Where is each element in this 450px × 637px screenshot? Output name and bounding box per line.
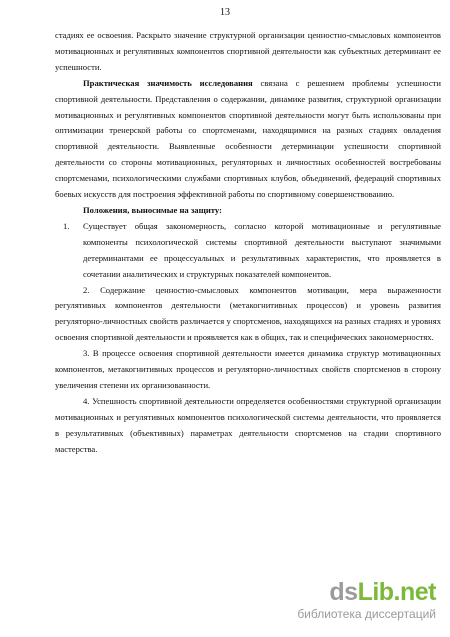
provision-item-2: 2. Содержание ценностно-смысловых компонентов мотивации, мера выраженности регулятивных компонентов деятельности (метакогнитивных процессов) и уровень развития регуляторно-личностных свойств различается у спортсменов, находящихся на разных стадиях и уровнях освоения спортивной деятельности и проявляется как в общих, так и специфических закономерностях.	[55, 284, 441, 343]
page-number: 13	[220, 7, 230, 18]
provision-item-4: 4. Успешность спортивной деятельности определяется особенностями структурной организации мотивационных и регулятивных компонентов психологической системы деятельности, что проявляется в результативных (объективных) параметрах деятельности спортсменов на стадии спортивного мастерства.	[55, 395, 441, 454]
paragraph-continuation: стадиях ее освоения. Раскрыто значение структурной организации ценностно-смысловых компонентов мотивационных и регулятивных компонентов спортивной деятельности как субъектных детерминант ее успешности.	[55, 30, 441, 72]
provision-item-1	[55, 219, 441, 283]
practical-significance-text: связана с решением проблемы успешности спортивной деятельности. Представления о содержании, динамике развития, структурной организации мотивационных и регулятивных компонентов спортивной деятельности могут быть использованы при оптимизации тренерской работы со спортсменами, находящимися на разных стадиях овладения спортивной деятельности. Выявленные особенности детерминации успешности спортивной деятельности со стороны мотивационных, регуляторных и личностных особенностей востребованы спортсменами, психологическими службами спортивных клубов, объединений, федераций спортивных боевых искусств для построения эффективной работы по спортивному совершенствованию.	[55, 77, 441, 200]
watermark-brand-prefix: ds	[329, 578, 358, 606]
paragraph-practical-significance	[55, 76, 441, 203]
practical-significance-heading: Практическая значимость исследования	[83, 77, 253, 88]
watermark-tagline: библиотека диссертаций	[297, 607, 436, 621]
provisions-heading: Положения, выносимые на защиту:	[83, 204, 222, 215]
watermark-logo	[297, 579, 436, 605]
provision-item-1-text: Существует общая закономерность, согласно которой мотивационные и регулятивные компоненты психологической системы спортивной деятельности выступают значимыми детерминантами ее процессуальных и результативных характеристик, что проявляется в сочетании аналитических и структурных показателей компонентов.	[83, 220, 441, 279]
dslib-watermark	[297, 579, 436, 621]
document-body	[55, 28, 441, 457]
watermark-brand-suffix: Lib.net	[357, 578, 436, 606]
provision-item-1-number: 1.	[63, 220, 70, 231]
provision-item-3: 3. В процессе освоения спортивной деятельности имеется динамика структур мотивационных компонентов, метакогнитивных процессов и регуляторно-личностных свойств спортсменов в сторону увеличения степени их организованности.	[55, 348, 441, 390]
